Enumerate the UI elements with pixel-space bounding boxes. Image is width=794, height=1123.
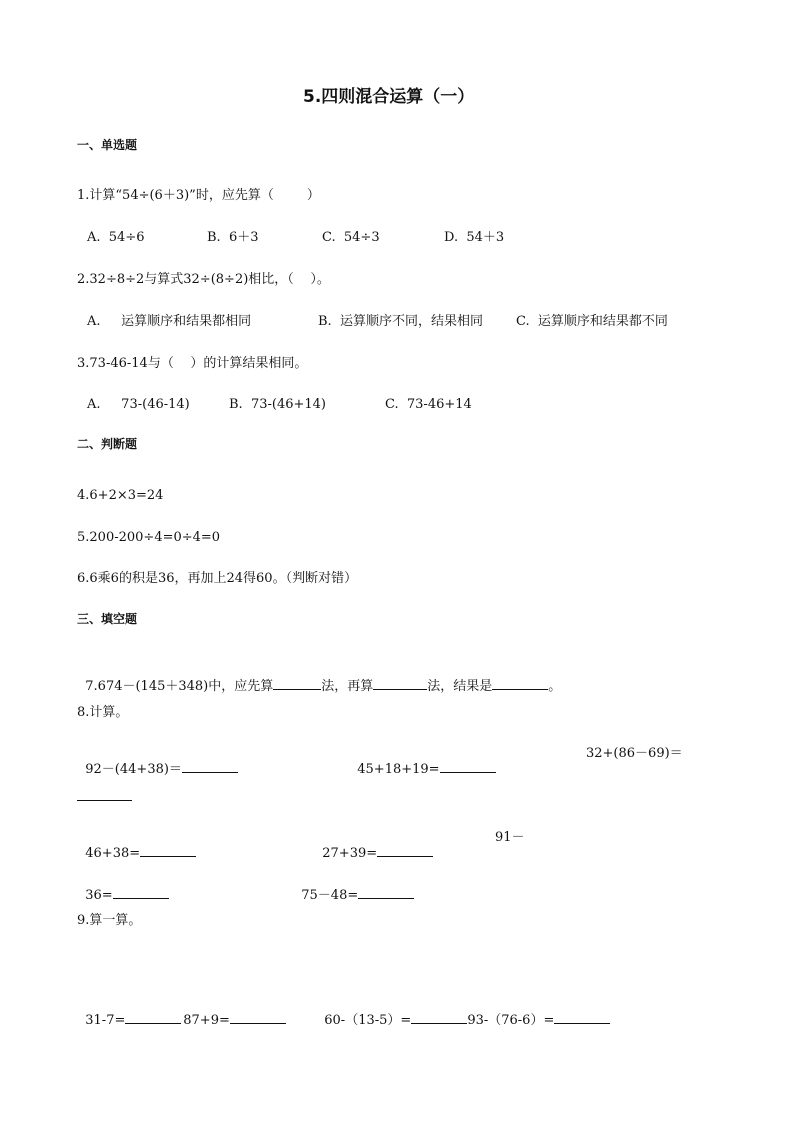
answer-blank[interactable] bbox=[125, 1011, 181, 1024]
question-1-option-c[interactable]: C. 54÷3 bbox=[322, 230, 380, 245]
section-heading-single-choice: 一、单选题 bbox=[77, 138, 138, 152]
question-9-item bbox=[316, 998, 610, 1027]
question-7-text-2: 法，再算 bbox=[321, 679, 374, 694]
answer-blank[interactable] bbox=[113, 886, 169, 899]
question-3-stem: 3.73-46-14与（ ）的计算结果相同。 bbox=[77, 356, 308, 371]
answer-blank[interactable] bbox=[373, 677, 427, 690]
question-1-option-b[interactable]: B. 6＋3 bbox=[207, 230, 259, 245]
question-8-expression: 45+18+19= bbox=[357, 762, 440, 777]
question-8-expression: 75－48= bbox=[301, 888, 359, 903]
answer-blank[interactable] bbox=[230, 1011, 286, 1024]
question-8-expression: 92－(44+38)＝ bbox=[85, 762, 182, 777]
answer-blank[interactable] bbox=[273, 677, 321, 690]
answer-blank[interactable] bbox=[140, 844, 196, 857]
question-8-expression: 36= bbox=[85, 888, 113, 903]
answer-blank[interactable] bbox=[492, 677, 548, 690]
answer-blank[interactable] bbox=[377, 844, 433, 857]
question-9-expression: 31-7= bbox=[85, 1013, 126, 1028]
question-2-option-b[interactable]: B. 运算顺序不同，结果相同 bbox=[318, 314, 483, 329]
question-9-item bbox=[77, 998, 181, 1027]
question-7-text-4: 。 bbox=[548, 679, 562, 694]
question-8-item bbox=[349, 747, 496, 776]
question-7-stem bbox=[77, 664, 561, 693]
section-heading-fill-in: 三、填空题 bbox=[77, 612, 138, 626]
answer-blank[interactable] bbox=[440, 760, 496, 773]
question-6-stem: 6.6乘6的积是36，再加上24得60。（判断对错） bbox=[77, 571, 358, 586]
question-8-item bbox=[293, 873, 414, 902]
question-2-option-a[interactable]: A. 运算顺序和结果都相同 bbox=[87, 314, 252, 329]
question-3-option-c[interactable]: C. 73-46+14 bbox=[385, 397, 472, 412]
question-2-option-c[interactable]: C. 运算顺序和结果都不同 bbox=[516, 314, 668, 329]
question-3-option-a[interactable]: A. 73-(46-14) bbox=[87, 397, 190, 412]
question-7-text-1: 7.674－(145＋348)中，应先算 bbox=[85, 679, 274, 694]
question-9-item bbox=[175, 998, 286, 1027]
question-9-expression: 60-（13-5）= bbox=[324, 1013, 412, 1028]
question-3-option-b[interactable]: B. 73-(46+14) bbox=[229, 397, 327, 412]
question-8-stem: 8.计算。 bbox=[77, 705, 129, 720]
question-8-item bbox=[77, 747, 238, 776]
question-8-item bbox=[77, 831, 196, 860]
question-8-expression: 32+(86－69)＝ bbox=[586, 746, 683, 761]
question-4-stem: 4.6+2×3=24 bbox=[77, 488, 164, 503]
question-7-text-3: 法，结果是 bbox=[427, 679, 493, 694]
section-heading-true-false: 二、判断题 bbox=[77, 437, 138, 451]
question-1-option-a[interactable]: A. 54÷6 bbox=[87, 230, 145, 245]
question-8-item bbox=[314, 831, 433, 860]
question-2-stem: 2.32÷8÷2与算式32÷(8÷2)相比，（ ）。 bbox=[77, 272, 330, 287]
question-9-expression: 93-（76-6）= bbox=[467, 1013, 555, 1028]
answer-blank[interactable] bbox=[411, 1011, 467, 1024]
answer-blank[interactable] bbox=[358, 886, 414, 899]
question-9-expression: 87+9= bbox=[183, 1013, 230, 1028]
question-5-stem: 5.200-200÷4=0÷4=0 bbox=[77, 530, 221, 545]
question-1-option-d[interactable]: D. 54＋3 bbox=[444, 230, 505, 245]
question-8-expression: 91－ bbox=[495, 830, 525, 845]
answer-blank[interactable] bbox=[554, 1011, 610, 1024]
question-8-expression: 46+38= bbox=[85, 846, 141, 861]
page-title: 5.四则混合运算（一） bbox=[303, 87, 475, 107]
question-8-expression: 27+39= bbox=[322, 846, 378, 861]
answer-blank[interactable] bbox=[77, 800, 132, 801]
answer-blank[interactable] bbox=[182, 760, 238, 773]
question-9-stem: 9.算一算。 bbox=[77, 913, 142, 928]
question-1-stem: 1.计算“54÷(6＋3)”时，应先算（ ） bbox=[77, 188, 320, 203]
question-8-item bbox=[77, 873, 169, 902]
